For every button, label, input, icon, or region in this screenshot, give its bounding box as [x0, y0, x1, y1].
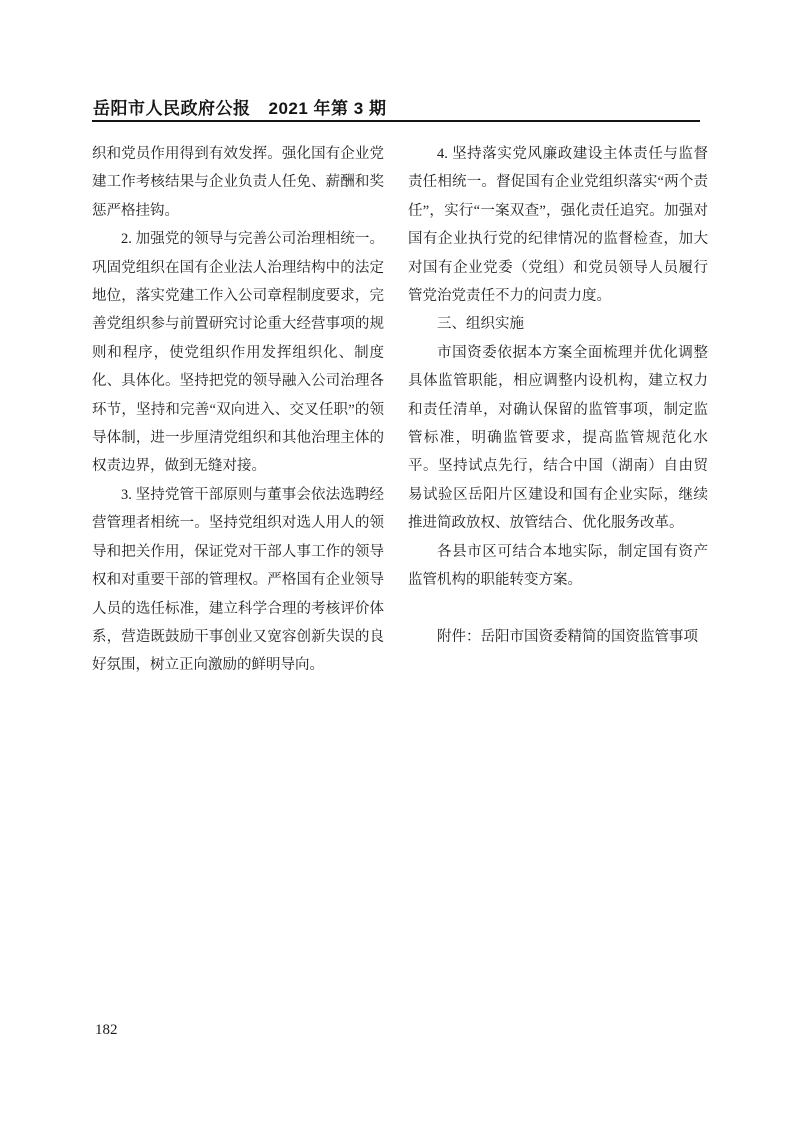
header-rule [92, 120, 700, 122]
section-heading-3: 三、组织实施 [437, 316, 524, 333]
paragraph-implementation: 市国资委依据本方案全面梳理并优化调整具体监管职能，相应调整内设机构，建立权力和责任清单，对确认保留的监管事项，制定监管标准，明确监管要求，提高监管规范化水平。坚持试点先行，结合中国（湖南）自由贸易试验区岳阳片区建设和国有企业实际，继续推进简政放权、放管结合、优化服务改革。 [408, 344, 708, 532]
column-right [408, 140, 708, 680]
gazette-title: 岳阳市人民政府公报 [93, 99, 251, 118]
paragraph-item-2: 2. 加强党的领导与完善公司治理相统一。巩固党组织在国有企业法人治理结构中的法定地位，落实党建工作入公司章程制度要求，完善党组织参与前置研究讨论重大经营事项的规则和程序，使党组织作用发挥组织化、制度化、具体化。坚持把党的领导融入公司治理各环节，坚持和完善“双向进入、交叉任职”的领导体制，进一步厘清党组织和其他治理主体的权责边界，做到无缝对接。 [92, 231, 384, 475]
paragraph-item-4: 4. 坚持落实党风廉政建设主体责任与监督责任相统一。督促国有企业党组织落实“两个责任”，实行“一案双查”，强化责任追究。加强对国有企业执行党的纪律情况的监督检查，加大对国有企业党委（党组）和党员领导人员履行管党治党责任不力的问责力度。 [408, 146, 708, 305]
attachment-line: 附件：岳阳市国资委精简的国资监管事项 [437, 628, 698, 645]
column-left [92, 140, 384, 680]
page-number: 182 [95, 1022, 118, 1038]
paragraph-item-3: 3. 坚持党管干部原则与董事会依法选聘经营管理者相统一。坚持党组织对选人用人的领导和把关作用，保证党对干部人事工作的领导权和对重要干部的管理权。严格国有企业领导人员的选任标准，建立科学合理的考核评价体系，营造既鼓励干事创业又宽容创新失误的良好氛围，树立正向激励的鲜明导向。 [92, 486, 384, 674]
issue-label: 2021 年第 3 期 [268, 99, 387, 118]
paragraph-continuation: 织和党员作用得到有效发挥。强化国有企业党建工作考核结果与企业负责人任免、薪酬和奖惩严格挂钩。 [92, 146, 384, 219]
body-columns [92, 140, 708, 680]
paragraph-counties: 各县市区可结合本地实际，制定国有资产监管机构的职能转变方案。 [408, 543, 708, 589]
running-header [93, 94, 701, 119]
